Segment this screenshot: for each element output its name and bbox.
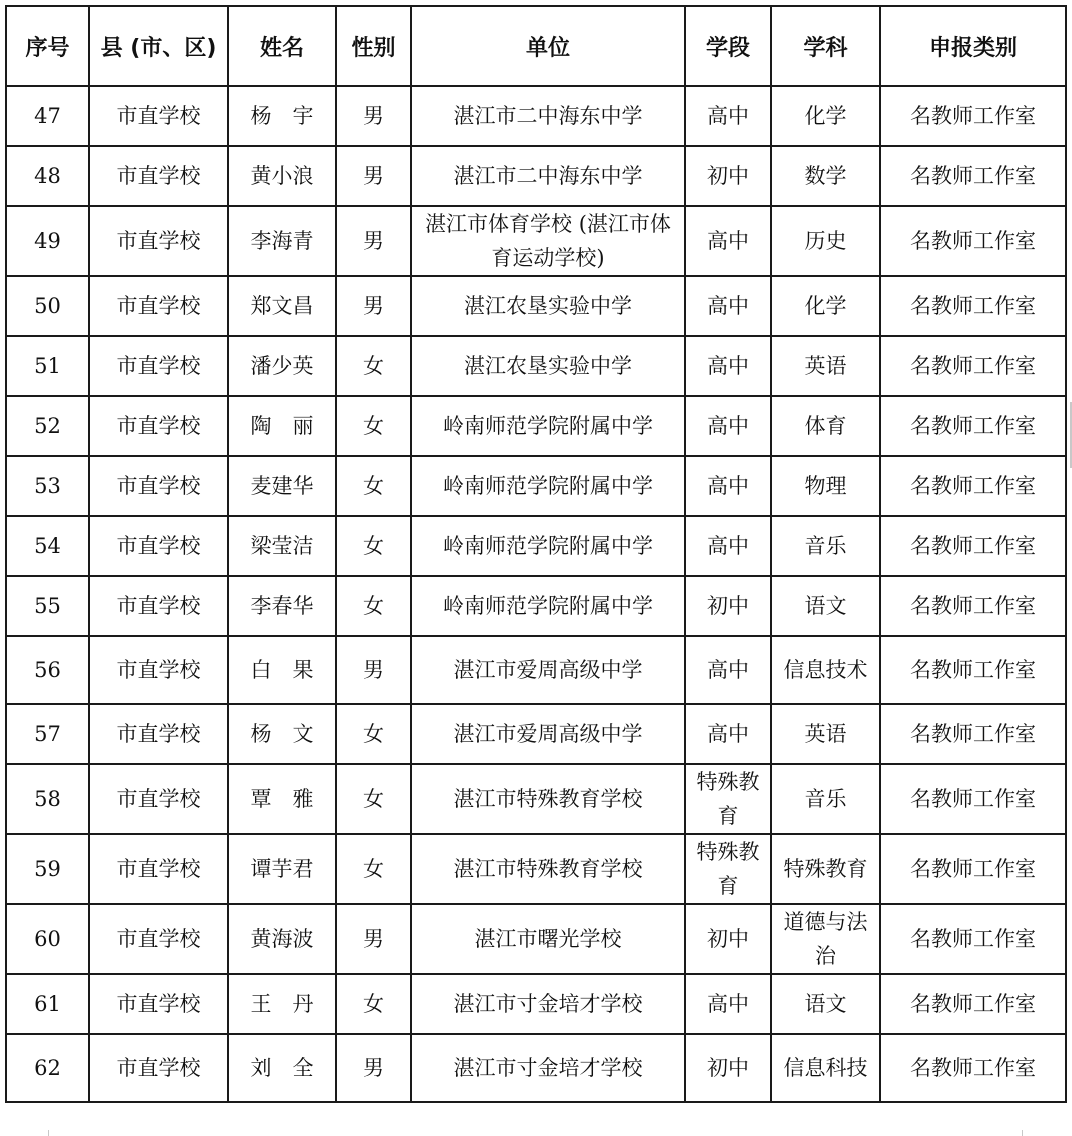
cell-subject: 物理	[771, 456, 880, 516]
cell-county: 市直学校	[89, 146, 228, 206]
cell-unit: 岭南师范学院附属中学	[411, 516, 685, 576]
cell-category: 名教师工作室	[880, 974, 1066, 1034]
cell-stage: 初中	[685, 1034, 771, 1102]
cell-name: 梁莹洁	[228, 516, 336, 576]
cell-county: 市直学校	[89, 456, 228, 516]
cell-name: 黄海波	[228, 904, 336, 974]
cell-stage: 高中	[685, 206, 771, 276]
cell-no: 55	[6, 576, 89, 636]
cell-subject: 信息科技	[771, 1034, 880, 1102]
cell-unit: 岭南师范学院附属中学	[411, 576, 685, 636]
cell-stage: 高中	[685, 396, 771, 456]
cell-category: 名教师工作室	[880, 396, 1066, 456]
cell-subject: 音乐	[771, 764, 880, 834]
cell-subject: 历史	[771, 206, 880, 276]
cell-name: 黄小浪	[228, 146, 336, 206]
table-row	[6, 1034, 1066, 1102]
table-row	[6, 456, 1066, 516]
cell-category: 名教师工作室	[880, 336, 1066, 396]
cell-gender: 男	[336, 276, 411, 336]
cell-name: 麦建华	[228, 456, 336, 516]
cell-subject: 化学	[771, 276, 880, 336]
cell-stage: 初中	[685, 904, 771, 974]
cell-name: 覃 雅	[228, 764, 336, 834]
cell-county: 市直学校	[89, 904, 228, 974]
cell-gender: 女	[336, 974, 411, 1034]
header-no: 序号	[6, 6, 89, 86]
teacher-list-table-container	[5, 5, 1067, 1103]
cell-no: 52	[6, 396, 89, 456]
cell-no: 57	[6, 704, 89, 764]
cell-county: 市直学校	[89, 206, 228, 276]
cell-category: 名教师工作室	[880, 1034, 1066, 1102]
header-stage: 学段	[685, 6, 771, 86]
table-row	[6, 146, 1066, 206]
cell-no: 50	[6, 276, 89, 336]
cell-unit: 湛江市爱周高级中学	[411, 636, 685, 704]
cell-stage: 初中	[685, 146, 771, 206]
cell-category: 名教师工作室	[880, 576, 1066, 636]
cell-gender: 男	[336, 636, 411, 704]
cell-stage: 高中	[685, 336, 771, 396]
header-unit: 单位	[411, 6, 685, 86]
cell-unit: 湛江农垦实验中学	[411, 276, 685, 336]
cell-gender: 女	[336, 456, 411, 516]
header-name: 姓名	[228, 6, 336, 86]
cell-county: 市直学校	[89, 704, 228, 764]
cell-gender: 男	[336, 206, 411, 276]
cell-name: 陶 丽	[228, 396, 336, 456]
cell-no: 48	[6, 146, 89, 206]
cell-gender: 男	[336, 1034, 411, 1102]
cell-unit: 岭南师范学院附属中学	[411, 396, 685, 456]
cell-subject: 音乐	[771, 516, 880, 576]
cell-name: 李春华	[228, 576, 336, 636]
cell-gender: 女	[336, 834, 411, 904]
cell-unit: 湛江市曙光学校	[411, 904, 685, 974]
cell-stage: 高中	[685, 636, 771, 704]
table-row	[6, 276, 1066, 336]
header-category: 申报类别	[880, 6, 1066, 86]
cell-subject: 化学	[771, 86, 880, 146]
cell-subject: 信息技术	[771, 636, 880, 704]
table-row	[6, 704, 1066, 764]
cell-category: 名教师工作室	[880, 86, 1066, 146]
cell-unit: 湛江市特殊教育学校	[411, 834, 685, 904]
cell-no: 61	[6, 974, 89, 1034]
cell-stage: 高中	[685, 516, 771, 576]
cell-county: 市直学校	[89, 974, 228, 1034]
cell-stage: 特殊教育	[685, 764, 771, 834]
cell-name: 杨 文	[228, 704, 336, 764]
cell-name: 杨 宇	[228, 86, 336, 146]
cell-name: 李海青	[228, 206, 336, 276]
table-row	[6, 336, 1066, 396]
header-subject: 学科	[771, 6, 880, 86]
cell-county: 市直学校	[89, 1034, 228, 1102]
cell-unit: 湛江市寸金培才学校	[411, 974, 685, 1034]
cell-gender: 女	[336, 396, 411, 456]
cell-category: 名教师工作室	[880, 834, 1066, 904]
cell-stage: 高中	[685, 974, 771, 1034]
cell-gender: 男	[336, 86, 411, 146]
cell-stage: 高中	[685, 704, 771, 764]
table-row	[6, 834, 1066, 904]
cell-category: 名教师工作室	[880, 206, 1066, 276]
cell-no: 62	[6, 1034, 89, 1102]
cell-subject: 数学	[771, 146, 880, 206]
cell-subject: 语文	[771, 576, 880, 636]
header-county: 县 (市、区)	[89, 6, 228, 86]
cell-county: 市直学校	[89, 276, 228, 336]
cell-category: 名教师工作室	[880, 764, 1066, 834]
cell-no: 54	[6, 516, 89, 576]
cell-county: 市直学校	[89, 396, 228, 456]
teacher-list-table	[5, 5, 1067, 1103]
cell-subject: 体育	[771, 396, 880, 456]
table-row	[6, 974, 1066, 1034]
cell-county: 市直学校	[89, 834, 228, 904]
cell-name: 刘 全	[228, 1034, 336, 1102]
scan-edge-mark-bottom-left	[48, 1130, 49, 1136]
cell-category: 名教师工作室	[880, 276, 1066, 336]
cell-name: 郑文昌	[228, 276, 336, 336]
cell-unit: 岭南师范学院附属中学	[411, 456, 685, 516]
cell-gender: 女	[336, 336, 411, 396]
header-row	[6, 6, 1066, 86]
cell-no: 58	[6, 764, 89, 834]
cell-subject: 特殊教育	[771, 834, 880, 904]
table-row	[6, 764, 1066, 834]
cell-county: 市直学校	[89, 336, 228, 396]
cell-unit: 湛江农垦实验中学	[411, 336, 685, 396]
cell-subject: 道德与法治	[771, 904, 880, 974]
cell-gender: 男	[336, 904, 411, 974]
cell-subject: 英语	[771, 336, 880, 396]
cell-subject: 英语	[771, 704, 880, 764]
cell-gender: 男	[336, 146, 411, 206]
cell-county: 市直学校	[89, 516, 228, 576]
cell-category: 名教师工作室	[880, 146, 1066, 206]
cell-name: 白 果	[228, 636, 336, 704]
cell-no: 56	[6, 636, 89, 704]
cell-gender: 女	[336, 576, 411, 636]
cell-category: 名教师工作室	[880, 704, 1066, 764]
table-row	[6, 576, 1066, 636]
cell-county: 市直学校	[89, 86, 228, 146]
cell-stage: 初中	[685, 576, 771, 636]
cell-unit: 湛江市爱周高级中学	[411, 704, 685, 764]
scan-edge-mark-bottom-right	[1022, 1130, 1023, 1136]
table-row	[6, 86, 1066, 146]
cell-stage: 高中	[685, 86, 771, 146]
cell-no: 51	[6, 336, 89, 396]
cell-name: 潘少英	[228, 336, 336, 396]
cell-category: 名教师工作室	[880, 456, 1066, 516]
cell-name: 王 丹	[228, 974, 336, 1034]
cell-county: 市直学校	[89, 576, 228, 636]
cell-unit: 湛江市二中海东中学	[411, 146, 685, 206]
cell-gender: 女	[336, 516, 411, 576]
cell-subject: 语文	[771, 974, 880, 1034]
cell-stage: 高中	[685, 276, 771, 336]
cell-county: 市直学校	[89, 764, 228, 834]
cell-gender: 女	[336, 704, 411, 764]
cell-no: 59	[6, 834, 89, 904]
cell-unit: 湛江市体育学校 (湛江市体育运动学校)	[411, 206, 685, 276]
cell-no: 49	[6, 206, 89, 276]
table-row	[6, 516, 1066, 576]
cell-stage: 特殊教育	[685, 834, 771, 904]
cell-category: 名教师工作室	[880, 516, 1066, 576]
header-gender: 性别	[336, 6, 411, 86]
table-row	[6, 904, 1066, 974]
cell-no: 47	[6, 86, 89, 146]
cell-category: 名教师工作室	[880, 904, 1066, 974]
cell-gender: 女	[336, 764, 411, 834]
cell-category: 名教师工作室	[880, 636, 1066, 704]
cell-unit: 湛江市特殊教育学校	[411, 764, 685, 834]
cell-stage: 高中	[685, 456, 771, 516]
cell-unit: 湛江市二中海东中学	[411, 86, 685, 146]
cell-no: 60	[6, 904, 89, 974]
cell-unit: 湛江市寸金培才学校	[411, 1034, 685, 1102]
table-row	[6, 636, 1066, 704]
cell-no: 53	[6, 456, 89, 516]
table-row	[6, 206, 1066, 276]
table-row	[6, 396, 1066, 456]
cell-county: 市直学校	[89, 636, 228, 704]
cell-name: 谭芋君	[228, 834, 336, 904]
